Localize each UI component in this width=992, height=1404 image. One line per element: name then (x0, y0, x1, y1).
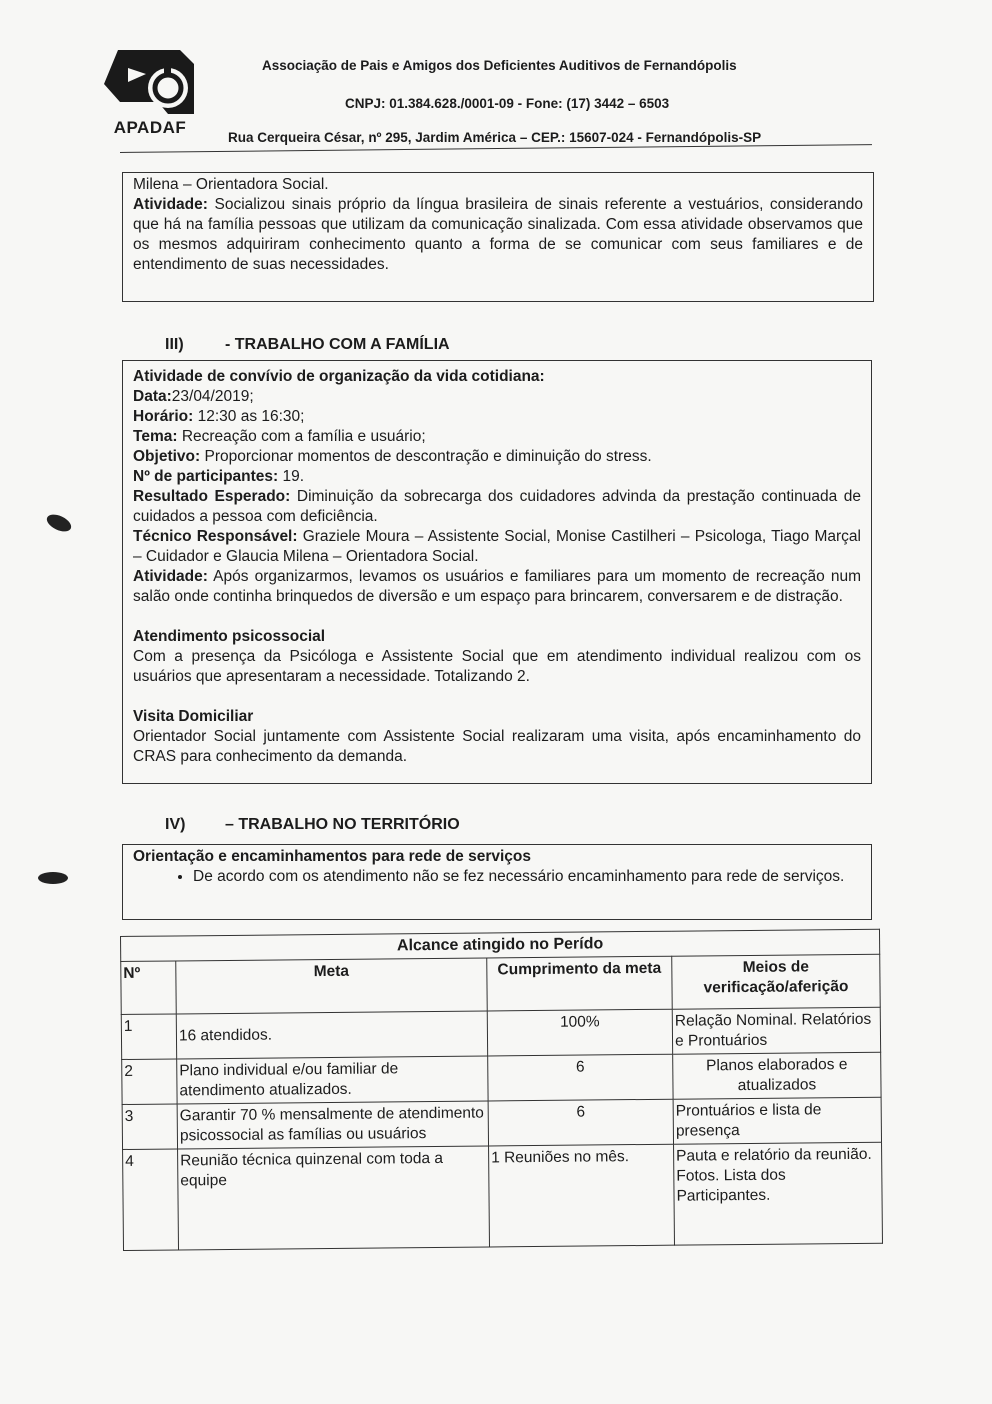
section-4-heading: – TRABALHO NO TERRITÓRIO (225, 816, 460, 833)
section-4-title (165, 816, 460, 834)
row3-cumprimento: 6 (488, 1099, 673, 1146)
territory-bullet: • De acordo com os atendimento não se fez necessário encaminhamento para rede de serviços. (193, 867, 861, 887)
row4-meios: Pauta e relatório da reunião. Fotos. Lista dos Participantes. (674, 1142, 883, 1245)
objetivo-label: Objetivo: (133, 448, 201, 465)
family-work-box (122, 360, 872, 784)
row1-n: 1 (121, 1014, 176, 1060)
punch-hole-mark (38, 872, 68, 884)
territory-box-title: Orientação e encaminhamentos para rede de serviços (133, 848, 532, 865)
row3-meios: Prontuários e lista de presença (673, 1097, 881, 1144)
tema-value: Recreação com a família e usuário; (177, 428, 426, 445)
section-3-number: III) (165, 336, 184, 353)
table-row (121, 1007, 880, 1059)
psico-text: Com a presença da Psicóloga e Assistente Social que em atendimento individual realizou com os usuários que apresentaram a necessidade. Totalizando 2. (133, 648, 861, 685)
horario-line (133, 407, 861, 427)
objetivo-value: Proporcionar momentos de descontração e diminuição do stress. (200, 448, 652, 465)
punch-hole-mark (44, 511, 73, 535)
address-line: Rua Cerqueira César, nº 295, Jardim América – CEP.: 15607-024 - Fernandópolis-SP (228, 130, 762, 145)
territory-box (122, 844, 872, 920)
activity-box-1 (122, 172, 874, 302)
horario-value: 12:30 as 16:30; (193, 408, 305, 425)
atividade-label: Atividade: (133, 568, 208, 585)
resultado-value: Diminuição da sobrecarga dos cuidadores advinda da prestação continuada de cuidados a pessoa com deficiência. (133, 488, 862, 525)
section-3-heading: - TRABALHO COM A FAMÍLIA (225, 336, 450, 353)
tecnico-value: Graziele Moura – Assistente Social, Monise Castilheri – Psicologa, Tiago Marçal – Cuidador e Glaucia Milena – Orientadora Social. (133, 528, 861, 565)
header-divider (120, 144, 872, 153)
section-3-title (165, 336, 450, 354)
logo-text: APADAF (113, 118, 187, 137)
participantes-line (133, 467, 861, 487)
box1-atividade-label: Atividade: (133, 196, 208, 213)
table-row (122, 1097, 881, 1149)
territory-list (133, 867, 861, 887)
participantes-label: Nº de participantes: (133, 468, 279, 485)
atividade-line (133, 567, 861, 607)
header-meta: Meta (176, 958, 487, 1014)
objetivo-line (133, 447, 861, 467)
row2-cumprimento: 6 (488, 1054, 673, 1101)
goals-table (120, 929, 883, 1251)
box1-atividade (133, 195, 863, 275)
activity-title: Atividade de convívio de organização da vida cotidiana: (133, 368, 545, 385)
row4-meta: Reunião técnica quinzenal com toda a equipe (178, 1146, 490, 1250)
header-meios: Meios de verificação/aferição (672, 954, 880, 1009)
table-header-row (121, 954, 880, 1014)
row2-meios: Planos elaborados e atualizados (673, 1052, 881, 1099)
horario-label: Horário: (133, 408, 194, 425)
tecnico-label: Técnico Responsável: (133, 528, 298, 545)
data-value: 23/04/2019; (171, 388, 254, 405)
row4-n: 4 (123, 1149, 179, 1251)
table-caption: Alcance atingido no Perído (121, 929, 880, 961)
tema-label: Tema: (133, 428, 178, 445)
header-cumprimento: Cumprimento da meta (487, 956, 673, 1011)
row3-meta: Garantir 70 % mensalmente de atendimento psicossocial as famílias ou usuários (177, 1101, 488, 1149)
participantes-value: 19. (278, 468, 305, 485)
tecnico-line (133, 527, 861, 567)
row4-cumprimento: 1 Reuniões no mês. (489, 1144, 675, 1247)
resultado-line (133, 487, 861, 527)
atividade-value: Após organizarmos, levamos os usuários e familiares para um momento de recreação num salão onde continha brinquedos de diversão e um espaço para brincarem, conversarem e de distração. (133, 568, 861, 605)
table-row (123, 1142, 883, 1250)
row1-meta: 16 atendidos. (176, 1011, 487, 1059)
row1-cumprimento: 100% (487, 1009, 672, 1056)
data-line (133, 387, 861, 407)
section-4-number: IV) (165, 816, 186, 833)
box1-atividade-text: Socializou sinais próprio da língua brasileira de sinais referente a vestuários, considerando que há na família pessoas que utilizam da comunicação sinalizada. Com essa atividade observamos que os mesmos adquiriram conhecimento quanto a forma de se comunicar com seus familiares e de entendimento de suas necessidades. (133, 196, 863, 273)
visita-text: Orientador Social juntamente com Assistente Social realizaram uma visita, após encaminhamento do CRAS para conhecimento da demanda. (133, 728, 861, 765)
cnpj-line: CNPJ: 01.384.628./0001-09 - Fone: (17) 3442 – 6503 (345, 96, 670, 111)
row3-n: 3 (122, 1104, 177, 1150)
visita-title: Visita Domiciliar (133, 708, 254, 725)
table-row (122, 1052, 881, 1104)
resultado-label: Resultado Esperado: (133, 488, 291, 505)
org-name: Associação de Pais e Amigos dos Deficientes Auditivos de Fernandópolis (262, 58, 737, 73)
psico-title: Atendimento psicossocial (133, 628, 326, 645)
box1-line1: Milena – Orientadora Social. (133, 176, 329, 193)
tema-line (133, 427, 861, 447)
row2-n: 2 (122, 1059, 177, 1105)
data-label: Data: (133, 388, 172, 405)
row1-meios: Relação Nominal. Relatórios e Prontuários (672, 1007, 880, 1054)
row2-meta: Plano individual e/ou familiar de atendimento atualizados. (177, 1056, 488, 1104)
header-num: Nº (121, 961, 177, 1015)
